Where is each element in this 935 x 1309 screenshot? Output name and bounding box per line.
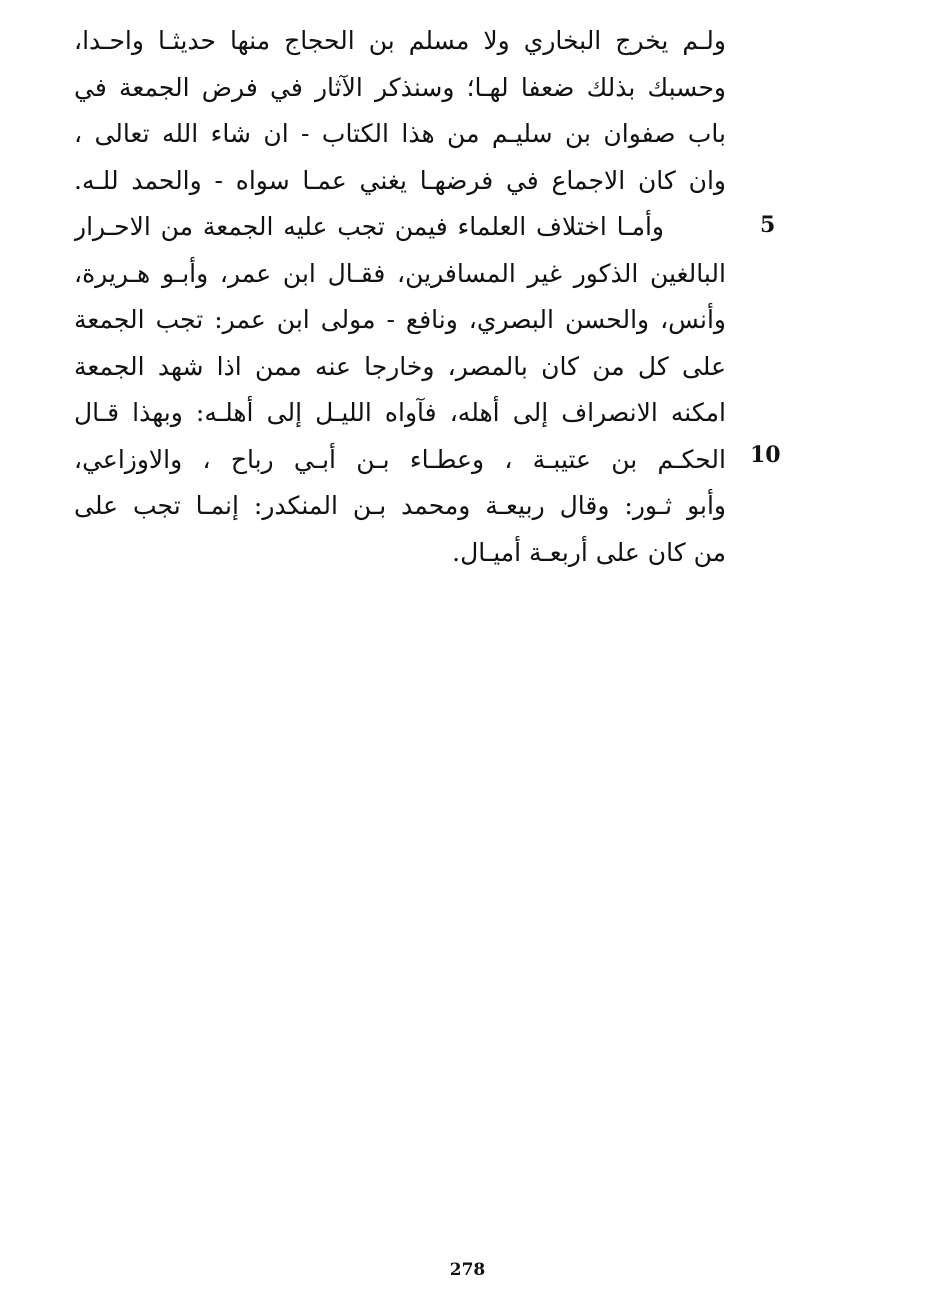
text-line: وأنس، والحسن البصري، ونافع - مولى ابن عمر: تجب الجمعة (74, 305, 726, 334)
text-line: ولـم يخرج البخاري ولا مسلم بن الحجاج منها حديثـا واحـدا، (74, 26, 726, 55)
text-line: باب صفوان بن سليـم من هذا الكتاب - ان شاء الله تعالى ، (74, 119, 726, 148)
text-line: الحكـم بن عتيبـة ، وعطـاء بـن أبـي رباح ، والاوزاعي، (74, 444, 726, 474)
line-number-10: 10 (750, 442, 781, 468)
text-line: وحسبك بذلك ضعفا لهـا؛ وسنذكر الآثار في فرض الجمعة في (74, 72, 726, 102)
body-text (74, 18, 726, 576)
text-line: امكنه الانصراف إلى أهله، فآواه الليـل إلى أهلـه: وبهذا قـال (74, 398, 726, 427)
page-number: 278 (449, 1260, 486, 1280)
text-line: البالغين الذكور غير المسافرين، فقـال ابن عمر، وأبـو هـريرة، (74, 258, 726, 288)
text-line: وأبو ثـور: وقال ربيعـة ومحمد بـن المنكدر: إنمـا تجب على (74, 491, 726, 520)
text-line: من كان على أربعـة أميـال. (452, 537, 726, 567)
text-line: وان كان الاجماع في فرضهـا يغني عمـا سواه - والحمد للـه. (74, 165, 726, 195)
text-line: وأمـا اختلاف العلماء فيمن تجب عليه الجمعة من الاحـرار (74, 212, 664, 241)
text-line: على كل من كان بالمصر، وخارجا عنه ممن اذا شهد الجمعة (74, 351, 726, 381)
line-number-5: 5 (760, 212, 776, 238)
